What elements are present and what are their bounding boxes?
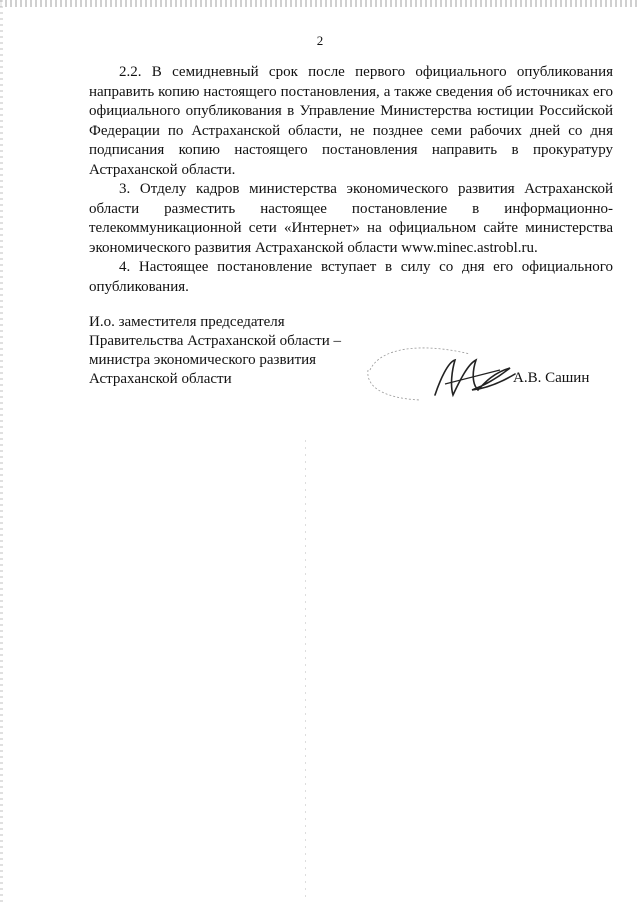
scan-fold-line [305, 440, 306, 900]
handwritten-signature [360, 340, 520, 410]
scan-top-edge [0, 0, 640, 7]
signatory-title-line: Правительства Астраханской области – [89, 333, 341, 349]
signatory-title [89, 313, 341, 389]
signatory-title-line: Астраханской области [89, 371, 232, 387]
paragraph-3: 3. Отделу кадров министерства экономического развития Астраханской области разместить настоящее постановление в информационно-телекоммуникационной сети «Интернет» на официальном сайте министерства экономического развития Астраханской области www.minec.astrobl.ru. [89, 181, 613, 256]
paragraph-2-2: 2.2. В семидневный срок после первого официального опубликования направить копию настоящего постановления, а также сведения об источниках его официального опубликования в Управление Министерства юстиции Российской Федерации по Астраханской области, не позднее семи рабочих дней со дня подписания копию настоящего постановления направить в прокуратуру Астраханской области. [89, 64, 613, 178]
page-number: 2 [316, 33, 324, 48]
signatory-title-line: министра экономического развития [89, 352, 317, 368]
document-body [89, 63, 613, 297]
signatory-name: А.В. Сашин [513, 370, 590, 386]
scan-left-edge [0, 0, 3, 905]
paragraph-4: 4. Настоящее постановление вступает в силу со дня его официального опубликования. [89, 259, 613, 295]
signatory-title-line: И.о. заместителя председателя [89, 314, 285, 330]
